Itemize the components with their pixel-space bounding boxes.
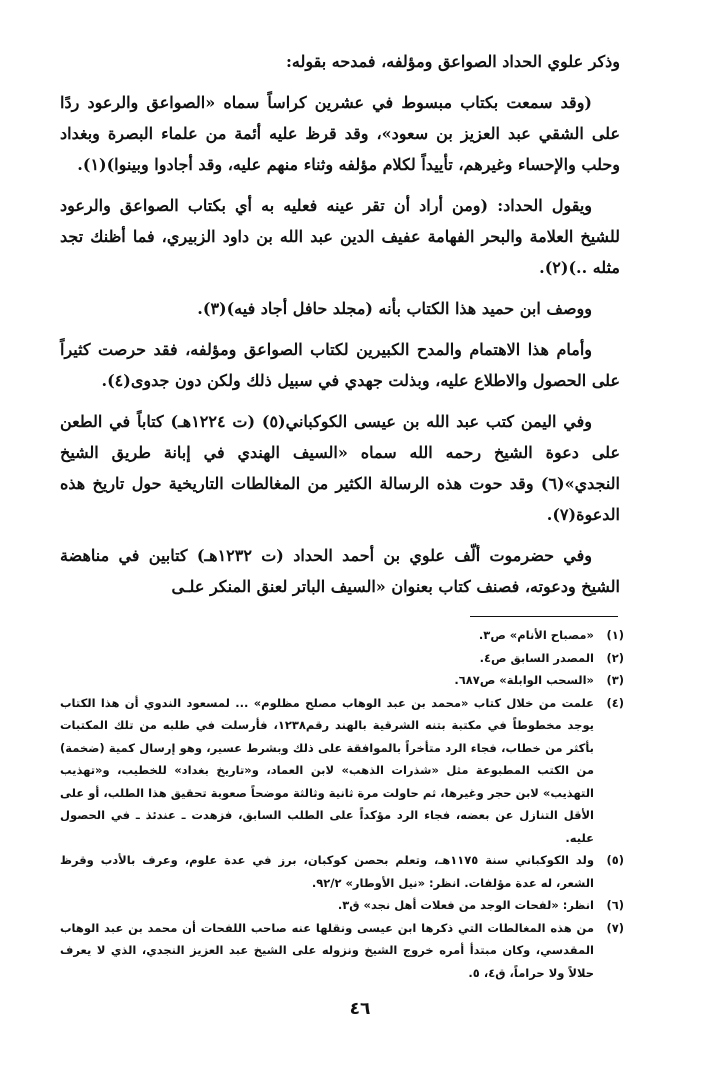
footnote	[60, 669, 624, 692]
paragraph: ووصف ابن حميد هذا الكتاب بأنه (مجلد حافل أجاد فيه)(٣).	[197, 299, 592, 318]
paragraph: وذكر علوي الحداد الصواعق ومؤلفه، فمدحه بقوله:	[286, 52, 620, 71]
footnote	[60, 647, 624, 670]
footnote-text: المصدر السابق ص٤.	[479, 650, 594, 665]
paragraph: (وقد سمعت بكتاب مبسوط في عشرين كراساً سماه «الصواعق والرعود ردًا على الشقي عبد العزيز بن سعود»، وقد قرظ عليه أئمة من علماء البصرة وبغداد وحلب والإحساء وغيرهم، تأييداً لكلام مؤلفه وثناء منهم عليه، وقد أجادوا وبينوا)(١).	[60, 93, 620, 174]
footnotes	[60, 624, 624, 984]
paragraph: وأمام هذا الاهتمام والمدح الكبيرين لكتاب الصواعق ومؤلفه، فقد حرصت كثيراً على الحصول والاطلاع عليه، وبذلت جهدي في سبيل ذلك ولكن دون جدوى(٤).	[60, 340, 620, 390]
footnote	[60, 917, 624, 985]
footnote-number: (٢)	[606, 650, 624, 665]
footnote-number: (٧)	[606, 920, 624, 935]
footnote-text: «مصباح الأنام» ص٣.	[478, 628, 594, 642]
footnote	[60, 849, 624, 894]
paragraph: وفي اليمن كتب عبد الله بن عيسى الكوكباني(٥) (ت ١٢٢٤هـ) كتاباً في الطعن على دعوة الشيخ رحمه الله سماه «السيف الهندي في إبانة طريق الشيخ النجدي»(٦) وقد حوت هذه الرسالة الكثير من المغالطات التاريخية حول تاريخ هذه الدعوة(٧).	[60, 412, 620, 524]
footnote-text: انظر: «لفحات الوجد من فعلات أهل نجد» ق٣.	[337, 898, 594, 912]
footnote	[60, 624, 624, 647]
footnote-text: ولد الكوكباني سنة ١١٧٥هـ، وتعلم بحصن كوكبان، برز في عدة علوم، وعرف بالأدب وقرظ الشعر، له عدة مؤلفات. انظر: «نيل الأوطار» ٩٢/٢.	[60, 853, 594, 890]
page-number: ٤٦	[349, 999, 371, 1019]
footnote-text: علمت من خلال كتاب «محمد بن عبد الوهاب مصلح مظلوم» ... لمسعود الندوي أن هذا الكتاب يوجد مخطوطاً في مكتبة بتنه الشرقية بالهند رقم١٢٣٨، فأرسلت في طلبه من تلك المكتبات بأكثر من خطاب، فجاء الرد متأخراً بالموافقة على ذلك وبشرط عسير، وهو إرسال كمية (ضخمة) من الكتب المطبوعة مثل «شذرات الذهب» لابن العماد، و«تاريخ بغداد» للخطيب، و«تهذيب التهذيب» لابن حجر وغيرها، ثم حاولت مرة ثانية وثالثة موضحاً صعوبة تحقيق هذا الطلب، أو على الأقل التنازل عن بعضه، فجاء الرد مؤكداً على الطلب السابق، فزهدت ـ عندئذ ـ في الحصول عليه.	[60, 695, 594, 845]
footnote-number: (٥)	[606, 853, 624, 867]
paragraph: وفي حضرموت ألّف علوي بن أحمد الحداد (ت ١٢٣٢هـ) كتابين في مناهضة الشيخ ودعوته، فصنف كتاب بعنوان «السيف الباتر لعنق المنكر علـى	[60, 546, 620, 596]
footnote-number: (٤)	[606, 695, 624, 710]
footnote-text: من هذه المغالطات التي ذكرها ابن عيسى ونقلها عنه صاحب اللفحات أن محمد بن عبد الوهاب المقدسي، وكان مبتدأ أمره خروج الشيخ ونزوله على الشيخ عبد العزيز النجدي، الذي لا يعرف حلالاً ولا حراماً، ق٤، ٥.	[60, 920, 594, 980]
footnote	[60, 692, 624, 850]
footnote-text: «السحب الوابلة» ص٦٨٧.	[454, 673, 594, 687]
footnote-number: (٦)	[606, 898, 624, 912]
paragraph: ويقول الحداد: (ومن أراد أن تقر عينه فعليه به أي بكتاب الصواعق والرعود للشيخ العلامة والبحر الفهامة عفيف الدين عبد الله بن داود الزبيري، فما أظنك تجد مثله ..)(٢).	[60, 196, 621, 277]
main-text	[60, 46, 620, 612]
footnote	[60, 894, 624, 917]
footnote-number: (٣)	[606, 673, 624, 687]
footnote-divider	[470, 616, 618, 617]
footnote-number: (١)	[606, 628, 624, 642]
